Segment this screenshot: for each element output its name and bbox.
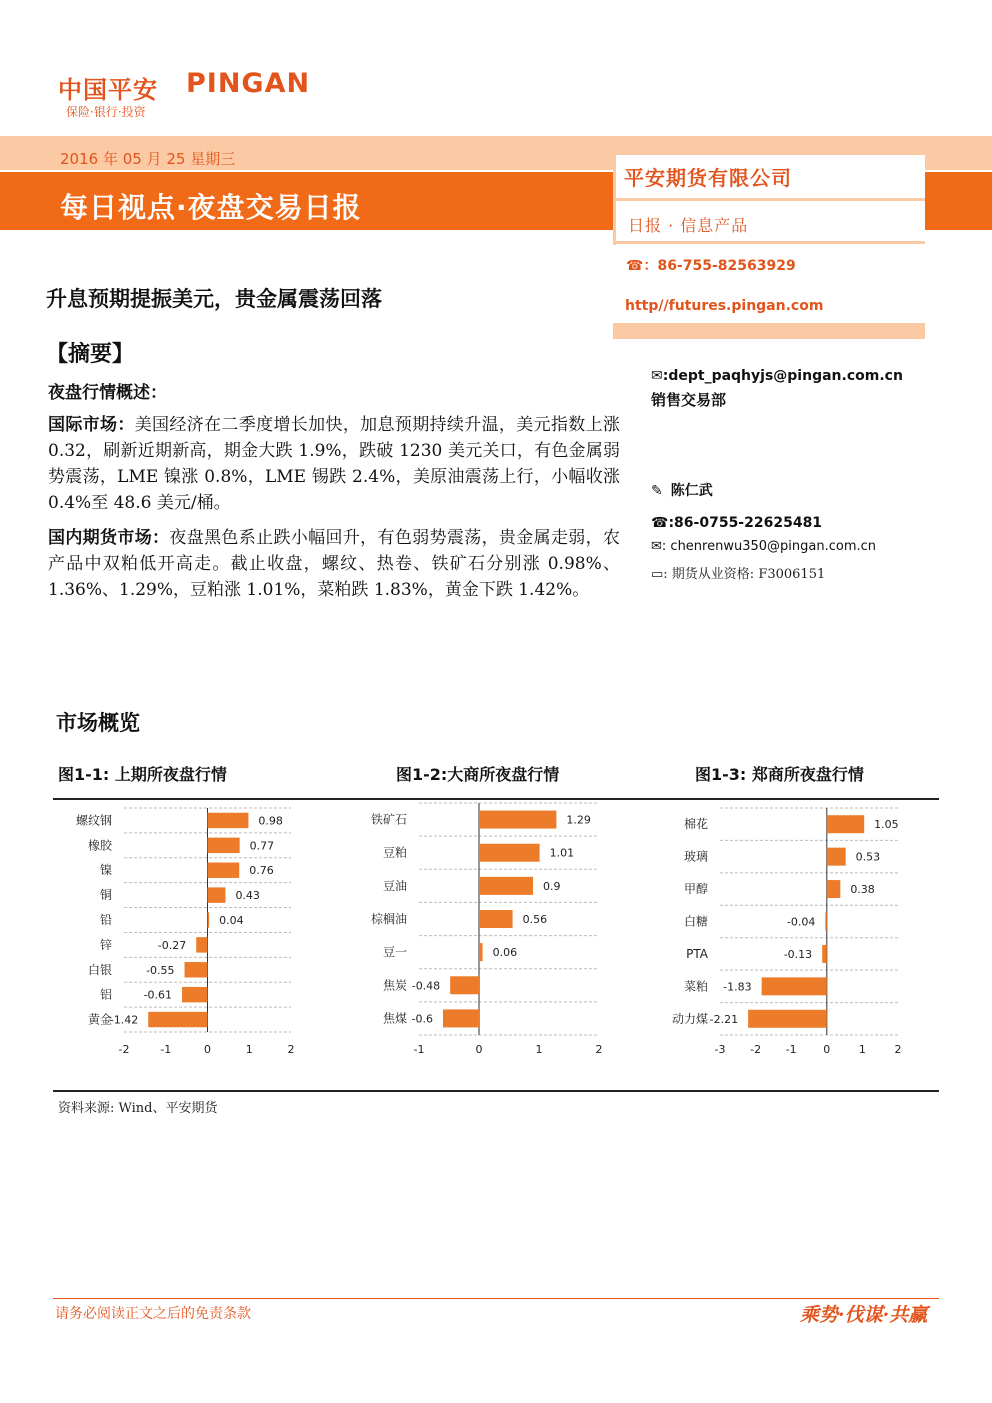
bar bbox=[827, 848, 846, 866]
author bbox=[651, 480, 713, 500]
bar bbox=[450, 976, 479, 994]
chart-title: 图1-2:大商所夜盘行情 bbox=[396, 765, 560, 784]
data-source: 资料来源: Wind、平安期货 bbox=[58, 1101, 218, 1116]
report-title: 每日视点·夜盘交易日报 bbox=[60, 191, 362, 224]
category-label: 橡胶 bbox=[87, 838, 112, 853]
category-label: 白糖 bbox=[683, 914, 708, 929]
category-label: 黄金 bbox=[87, 1012, 112, 1027]
tick-label: 2 bbox=[287, 1043, 295, 1056]
category-label: 焦炭 bbox=[382, 978, 407, 993]
tick-label: 2 bbox=[595, 1043, 603, 1056]
paragraph-international bbox=[48, 412, 620, 516]
logo-tagline: 保险·银行·投资 bbox=[66, 105, 146, 119]
data-label: -0.04 bbox=[786, 915, 816, 929]
mail-icon: ✉ bbox=[651, 368, 663, 384]
tick-label: -3 bbox=[714, 1043, 726, 1056]
book-icon: ▭ bbox=[651, 567, 664, 582]
dept-email-text: :dept_paqhyjs@pingan.com.cn bbox=[662, 368, 903, 384]
bar bbox=[822, 945, 827, 963]
data-label: 0.98 bbox=[258, 814, 283, 828]
category-label: 螺纹钢 bbox=[75, 813, 112, 828]
motto: 乘势·伐谋·共赢 bbox=[800, 1304, 928, 1326]
overview-title: 夜盘行情概述： bbox=[48, 383, 167, 403]
data-label: -1.83 bbox=[723, 980, 752, 994]
author-cert bbox=[651, 563, 825, 582]
category-label: 棉花 bbox=[683, 817, 708, 832]
tick-label: 2 bbox=[894, 1043, 902, 1056]
tick-label: 0 bbox=[475, 1043, 483, 1056]
bar bbox=[208, 887, 226, 902]
category-label: PTA bbox=[686, 946, 708, 961]
tick-label: 1 bbox=[858, 1043, 866, 1056]
bar bbox=[208, 838, 240, 853]
paragraph-label: 国际市场： bbox=[48, 415, 135, 435]
tick-label: 0 bbox=[204, 1043, 211, 1056]
bar bbox=[148, 1012, 207, 1027]
tick-label: -1 bbox=[160, 1043, 172, 1056]
company-phone: ☎：86-755-82563929 bbox=[626, 258, 796, 274]
bar bbox=[479, 811, 556, 829]
bar bbox=[827, 815, 864, 833]
card-bottom-band bbox=[613, 323, 925, 339]
data-label: 0.38 bbox=[850, 883, 875, 897]
tick-label: 1 bbox=[245, 1043, 253, 1056]
tick-label: -2 bbox=[750, 1043, 762, 1056]
data-label: 0.56 bbox=[522, 913, 548, 926]
phone-icon: ☎ bbox=[651, 515, 669, 531]
author-email[interactable] bbox=[651, 539, 876, 554]
paragraph-text: 夜盘黑色系止跌小幅回升，有色弱势震荡，贵金属走弱，农产品中双粕低开高走。截止收盘，螺纹、热卷、铁矿石分别涨 0.98%、1.36%、1.29%，豆粕涨 1.01%，菜粕跌 1.83%，黄金下跌 1.42%。 bbox=[48, 528, 620, 600]
data-label: 0.43 bbox=[235, 889, 260, 903]
tick-label: 1 bbox=[535, 1043, 543, 1056]
pen-icon: ✎ bbox=[651, 483, 663, 499]
bar bbox=[479, 844, 540, 862]
data-label: 0.04 bbox=[219, 914, 244, 927]
data-label: 1.05 bbox=[874, 818, 899, 832]
data-label: 0.77 bbox=[249, 839, 275, 853]
card-subtitle: 日报 · 信息产品 bbox=[628, 216, 749, 235]
logo-en: PINGAN bbox=[186, 68, 311, 99]
category-label: 甲醇 bbox=[683, 882, 708, 897]
chart-title: 图1-1: 上期所夜盘行情 bbox=[58, 765, 227, 784]
footer-rule bbox=[53, 1298, 939, 1299]
bar bbox=[208, 912, 210, 927]
category-label: 白银 bbox=[87, 962, 112, 977]
bar bbox=[827, 880, 841, 898]
tick-label: 0 bbox=[823, 1043, 831, 1056]
author-email-text: : chenrenwu350@pingan.com.cn bbox=[661, 539, 876, 554]
category-label: 镍 bbox=[99, 863, 112, 878]
chart-rule-bottom bbox=[53, 1090, 939, 1092]
bar bbox=[748, 1010, 827, 1028]
logo-cn: 中国平安 bbox=[58, 76, 158, 104]
bar bbox=[479, 943, 483, 961]
data-label: -2.21 bbox=[709, 1012, 739, 1026]
report-date: 2016 年 05 月 25 星期三 bbox=[60, 150, 236, 168]
author-phone-number: :86-0755-22625481 bbox=[668, 515, 823, 531]
chart-title: 图1-3: 郑商所夜盘行情 bbox=[695, 765, 864, 784]
category-label: 豆粕 bbox=[382, 845, 407, 860]
card-divider bbox=[613, 198, 925, 201]
category-label: 棕榈油 bbox=[370, 912, 407, 926]
tick-label: -2 bbox=[118, 1043, 130, 1056]
data-label: 0.53 bbox=[855, 850, 881, 864]
bar bbox=[479, 910, 513, 928]
bar bbox=[196, 937, 207, 952]
abstract-title: 【摘要】 bbox=[46, 342, 135, 367]
headline: 升息预期提振美元，贵金属震荡回落 bbox=[46, 287, 382, 311]
mail-icon: ✉ bbox=[651, 539, 662, 554]
bar bbox=[825, 913, 826, 931]
market-section-title: 市场概览 bbox=[56, 711, 140, 735]
bar bbox=[208, 813, 249, 828]
category-label: 铁矿石 bbox=[370, 812, 407, 827]
category-label: 豆油 bbox=[382, 878, 407, 893]
tick-label: -1 bbox=[785, 1043, 797, 1056]
bar bbox=[185, 962, 208, 977]
category-label: 铅 bbox=[99, 913, 112, 927]
dept-name: 销售交易部 bbox=[651, 391, 727, 409]
bar bbox=[443, 1009, 479, 1027]
bar bbox=[182, 987, 207, 1002]
category-label: 铜 bbox=[99, 888, 112, 903]
data-label: -0.55 bbox=[146, 963, 175, 977]
data-label: -0.27 bbox=[157, 938, 187, 952]
phone-icon: ☎ bbox=[626, 258, 644, 274]
category-label: 锌 bbox=[99, 937, 112, 952]
author-name: 陈仁武 bbox=[670, 483, 713, 499]
data-label: 0.9 bbox=[543, 879, 561, 893]
company-website[interactable]: http//futures.pingan.com bbox=[625, 298, 824, 314]
data-label: 0.06 bbox=[492, 946, 518, 960]
paragraph-label: 国内期货市场： bbox=[48, 528, 170, 548]
category-label: 玻璃 bbox=[683, 849, 708, 864]
data-label: -0.6 bbox=[411, 1012, 433, 1026]
data-label: 0.76 bbox=[249, 864, 274, 878]
disclaimer-link[interactable]: 请务必阅读正文之后的免责条款 bbox=[55, 1306, 251, 1322]
category-label: 菜粕 bbox=[683, 979, 708, 994]
data-label: -0.61 bbox=[143, 988, 173, 1002]
category-label: 豆一 bbox=[382, 945, 407, 960]
company-name: 平安期货有限公司 bbox=[624, 166, 792, 190]
author-phone bbox=[651, 515, 822, 531]
tick-label: -1 bbox=[413, 1043, 425, 1056]
dept-email[interactable] bbox=[651, 368, 903, 384]
data-label: -0.13 bbox=[783, 947, 813, 961]
bar bbox=[208, 863, 240, 878]
card-divider bbox=[613, 241, 925, 244]
paragraph-text: 美国经济在二季度增长加快，加息预期持续升温，美元指数上涨 0.32，刷新近期新高，期金大跌 1.9%，跌破 1230 美元关口，有色金属弱势震荡，LME 镍涨 0.8%，LME 锡跌 2.4%，美原油震荡上行，小幅收涨 0.4%至 48.6 美元/桶。 bbox=[48, 415, 620, 513]
author-cert-text: : 期货从业资格: F3006151 bbox=[663, 567, 826, 582]
data-label: 1.29 bbox=[566, 813, 591, 827]
data-label: 1.01 bbox=[549, 846, 575, 860]
paragraph-domestic bbox=[48, 525, 620, 603]
company-phone-number: 86-755-82563929 bbox=[657, 258, 796, 274]
category-label: 焦煤 bbox=[382, 1011, 407, 1026]
charts-area bbox=[0, 800, 992, 1090]
category-label: 铝 bbox=[99, 987, 112, 1002]
data-label: -1.42 bbox=[109, 1013, 139, 1027]
data-label: -0.48 bbox=[411, 979, 441, 993]
bar bbox=[762, 977, 827, 995]
bar bbox=[479, 877, 533, 895]
category-label: 动力煤 bbox=[671, 1011, 708, 1026]
